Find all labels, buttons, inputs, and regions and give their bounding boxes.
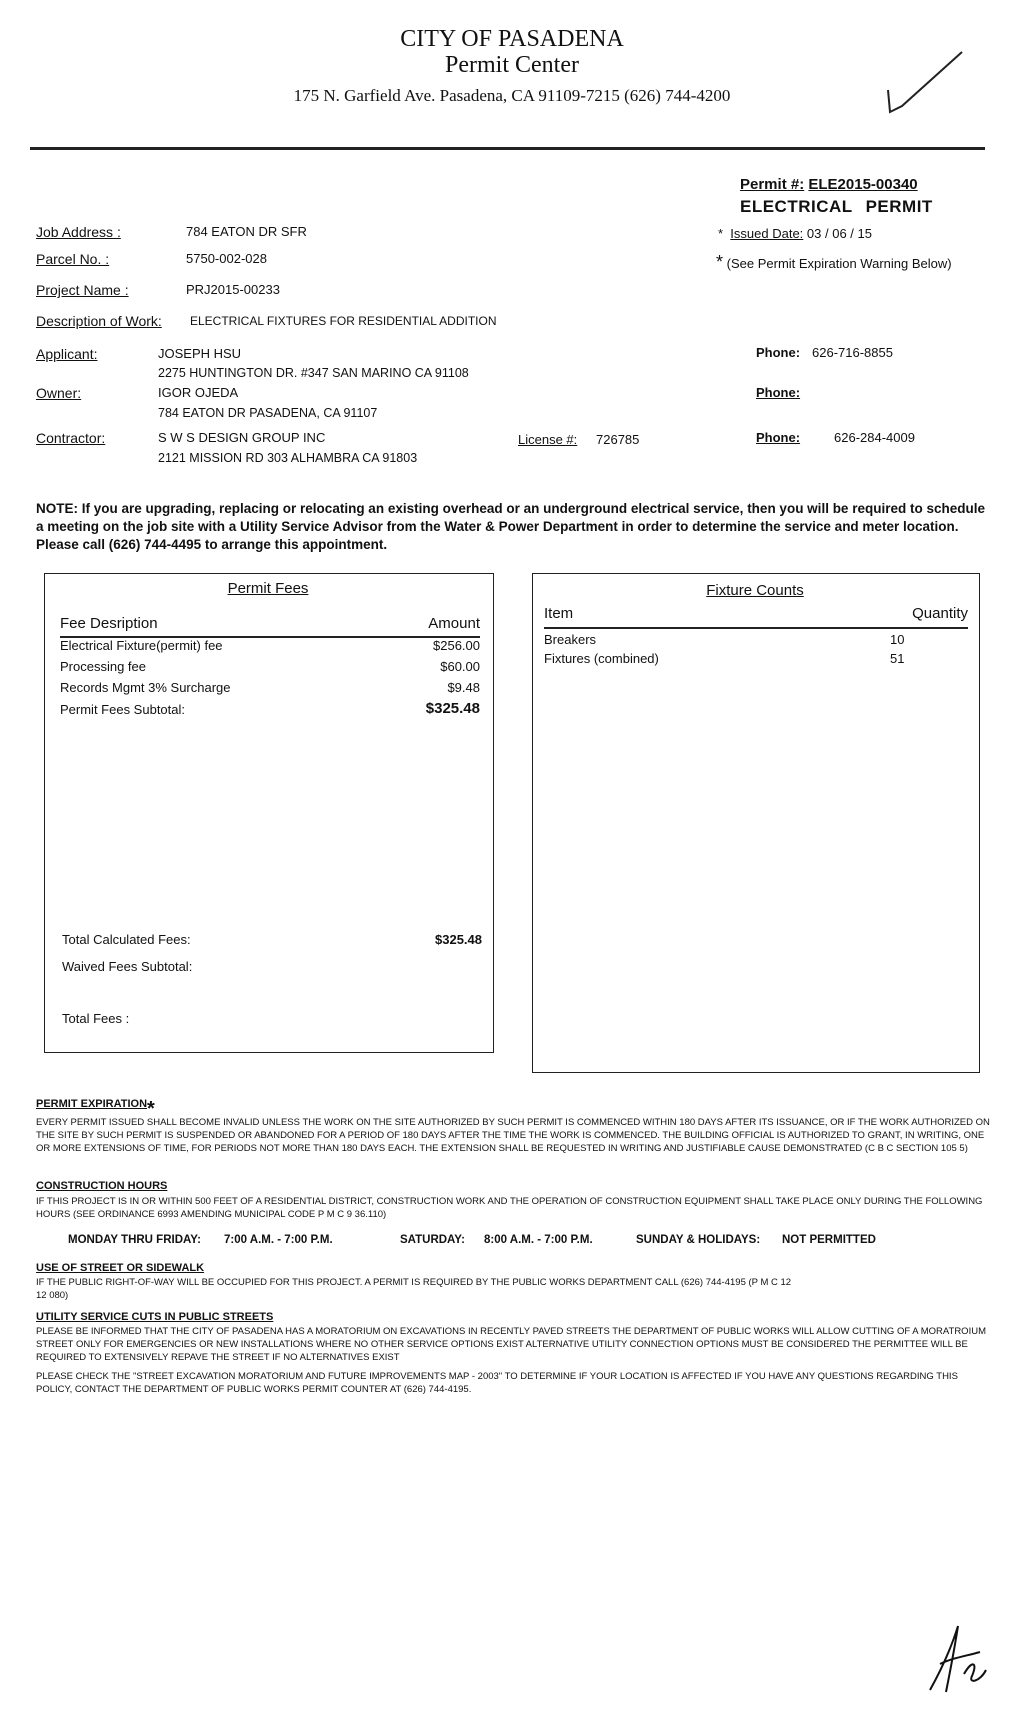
owner-address: 784 EATON DR PASADENA, CA 91107 <box>158 406 378 420</box>
description-of-work: ELECTRICAL FIXTURES FOR RESIDENTIAL ADDITION <box>190 314 497 328</box>
utility-cuts-title: UTILITY SERVICE CUTS IN PUBLIC STREETS <box>36 1311 274 1323</box>
street-use-title: USE OF STREET OR SIDEWALK <box>36 1262 205 1274</box>
waived-fees-label: Waived Fees Subtotal: <box>62 959 193 974</box>
permit-center-title: Permit Center <box>445 52 579 78</box>
note-label: NOTE: <box>36 501 78 516</box>
fee-row-amount: $60.00 <box>440 659 480 674</box>
fixture-counts-title: Fixture Counts <box>706 582 804 599</box>
header-address: 175 N. Garfield Ave. Pasadena, CA 91109-7215 (626) 744-4200 <box>293 86 731 105</box>
applicant-name: JOSEPH HSU <box>158 346 242 361</box>
fee-description-header: Fee Desription <box>60 615 158 632</box>
construction-hours-text: IF THIS PROJECT IS IN OR WITHIN 500 FEET OF A RESIDENTIAL DISTRICT, CONSTRUCTION WORK AND THE OPERATION OF CONSTRUCTION EQUIPMENT SHALL TAKE PLACE ONLY DURING THE FOLLOWING HOURS (SEE ORDINANCE 6993 AMENDING MUNICIPAL CODE P M C 9 36.110) <box>36 1196 983 1220</box>
applicant-label: Applicant: <box>36 346 98 362</box>
contractor-label: Contractor: <box>36 430 106 446</box>
applicant-address: 2275 HUNTINGTON DR. #347 SAN MARINO CA 91108 <box>158 366 469 380</box>
fee-row-desc: Processing fee <box>60 659 146 674</box>
issued-date-row <box>718 226 872 241</box>
expiration-note: (See Permit Expiration Warning Below) <box>726 256 952 271</box>
fee-row-desc: Records Mgmt 3% Surcharge <box>60 680 231 695</box>
owner-name: IGOR OJEDA <box>158 385 239 400</box>
permit-fees-title: Permit Fees <box>227 580 309 597</box>
contractor-name: S W S DESIGN GROUP INC <box>158 430 326 445</box>
description-label: Description of Work: <box>36 313 162 329</box>
job-address: 784 EATON DR SFR <box>186 224 307 239</box>
issued-date-label: Issued Date: <box>730 226 804 241</box>
fixture-header-rule <box>544 627 968 629</box>
hours-weekday: 7:00 A.M. - 7:00 P.M. <box>224 1234 333 1246</box>
license-number: 726785 <box>596 432 640 447</box>
fixture-row-item: Fixtures (combined) <box>544 651 659 666</box>
license-label: License #: <box>518 432 578 447</box>
job-address-label: Job Address : <box>36 224 121 240</box>
fixture-item-header: Item <box>544 605 574 622</box>
utility-cuts-text: PLEASE BE INFORMED THAT THE CITY OF PASADENA HAS A MORATORIUM ON EXCAVATIONS IN RECENTLY PAVED STREETS THE DEPARTMENT OF PUBLIC WORKS WILL ALLOW CUTTING OF A MORATROIUM STREET ONLY FOR EMERGENCIES OR NEW INSTALLATIONS WHERE NO OTHER SERVICE OPTIONS EXIST ALTERNATIVE UTILITY CONNECTION OPTIONS MUST BE CONSIDERED THE PERMITTEE WILL BE REQUIRED TO EXTENSIVELY REPAVE THE STREET IF NO ALTERNATIVES EXIST <box>36 1326 986 1363</box>
total-calculated: $325.48 <box>435 932 482 947</box>
header-divider <box>30 147 985 150</box>
hours-weekday-label: MONDAY THRU FRIDAY: <box>68 1234 201 1246</box>
asterisk-mark: * <box>718 226 724 241</box>
note-text: If you are upgrading, replacing or relocating an existing overhead or an underground electrical service, then you will be required to schedule a meeting on the job site with a Utility Service Advisor from the Water & Power Department in order to determine the service and meter location. Please call (626) 744-4495 to arrange this appointment. <box>36 501 985 552</box>
utility-cuts-text-2: PLEASE CHECK THE "STREET EXCAVATION MORATORIUM AND FUTURE IMPROVEMENTS MAP - 2003" TO DETERMINE IF YOUR LOCATION IS AFFECTED IF YOU HAVE ANY QUESTIONS REGARDING THIS POLICY, CONTACT THE DEPARTMENT OF PUBLIC WORKS PERMIT COUNTER AT (626) 744-4195. <box>36 1371 958 1395</box>
hours-sunday-label: SUNDAY & HOLIDAYS: <box>636 1234 761 1246</box>
parcel-label: Parcel No. : <box>36 251 110 267</box>
fixture-quantity-header: Quantity <box>912 605 968 622</box>
permit-type: ELECTRICAL PERMIT <box>740 197 933 216</box>
total-calculated-label: Total Calculated Fees: <box>62 932 191 947</box>
permit-expiration-title-text: PERMIT EXPIRATION <box>36 1098 148 1110</box>
hours-saturday: 8:00 A.M. - 7:00 P.M. <box>484 1234 593 1246</box>
owner-label: Owner: <box>36 385 82 401</box>
fee-row-desc: Electrical Fixture(permit) fee <box>60 638 223 653</box>
expiration-reference <box>716 252 952 273</box>
project-name: PRJ2015-00233 <box>186 282 280 297</box>
asterisk-mark: * <box>147 1098 155 1120</box>
project-name-label: Project Name : <box>36 282 129 298</box>
permit-number-label: Permit #: <box>740 176 805 193</box>
utility-note <box>36 500 991 554</box>
total-fees-label: Total Fees : <box>62 1011 130 1026</box>
hours-saturday-label: SATURDAY: <box>400 1234 465 1246</box>
hours-sunday: NOT PERMITTED <box>782 1234 876 1246</box>
city-title: CITY OF PASADENA <box>400 26 624 52</box>
contractor-address: 2121 MISSION RD 303 ALHAMBRA CA 91803 <box>158 451 418 465</box>
issued-date: 03 / 06 / 15 <box>806 226 872 241</box>
permit-expiration-text: EVERY PERMIT ISSUED SHALL BECOME INVALID UNLESS THE WORK ON THE SITE AUTHORIZED BY SUCH PERMIT IS COMMENCED WITHIN 180 DAYS AFTER ITS ISSUANCE, OR IF THE WORK AUTHORIZED ON THE SITE BY SUCH PERMIT IS SUSPENDED OR ABANDONED FOR A PERIOD OF 180 DAYS AFTER THE TIME THE WORK IS COMMENCED. THE BUILDING OFFICIAL IS AUTHORIZED TO GRANT, IN WRITING, ONE OR MORE EXTENSIONS OF TIME, FOR PERIODS NOT MORE THAN 180 DAYS EACH. THE EXTENSION SHALL BE REQUESTED IN WRITING AND JUSTIFIABLE CAUSE DEMONSTRATED (C B C SECTION 105 5) <box>36 1117 990 1154</box>
signature-initials <box>920 1612 1000 1702</box>
contractor-phone: 626-284-4009 <box>834 430 915 445</box>
applicant-phone: 626-716-8855 <box>812 345 893 360</box>
fee-subtotal: $325.48 <box>425 700 480 717</box>
asterisk-mark: * <box>716 252 724 272</box>
street-use-text: IF THE PUBLIC RIGHT-OF-WAY WILL BE OCCUPIED FOR THIS PROJECT. A PERMIT IS REQUIRED BY THE PUBLIC WORKS DEPARTMENT CALL (626) 744-4195 (P M C 12 12 080) <box>36 1277 792 1301</box>
fee-row-amount: $9.48 <box>447 680 480 695</box>
permit-number-row <box>740 176 918 193</box>
fixture-row-qty: 10 <box>890 632 905 647</box>
owner-phone-label: Phone: <box>756 385 801 400</box>
construction-hours-title: CONSTRUCTION HOURS <box>36 1180 168 1192</box>
permit-number: ELE2015-00340 <box>808 176 918 193</box>
fee-amount-header: Amount <box>428 615 480 632</box>
parcel-number: 5750-002-028 <box>186 251 267 266</box>
fee-row-amount: $256.00 <box>433 638 480 653</box>
fixture-row-qty: 51 <box>890 651 905 666</box>
fixture-row-item: Breakers <box>544 632 597 647</box>
fixture-counts-box <box>532 573 980 1073</box>
fee-subtotal-label: Permit Fees Subtotal: <box>60 702 185 717</box>
checkmark-icon <box>880 48 970 118</box>
applicant-phone-label: Phone: <box>756 345 801 360</box>
contractor-phone-label: Phone: <box>756 430 801 445</box>
